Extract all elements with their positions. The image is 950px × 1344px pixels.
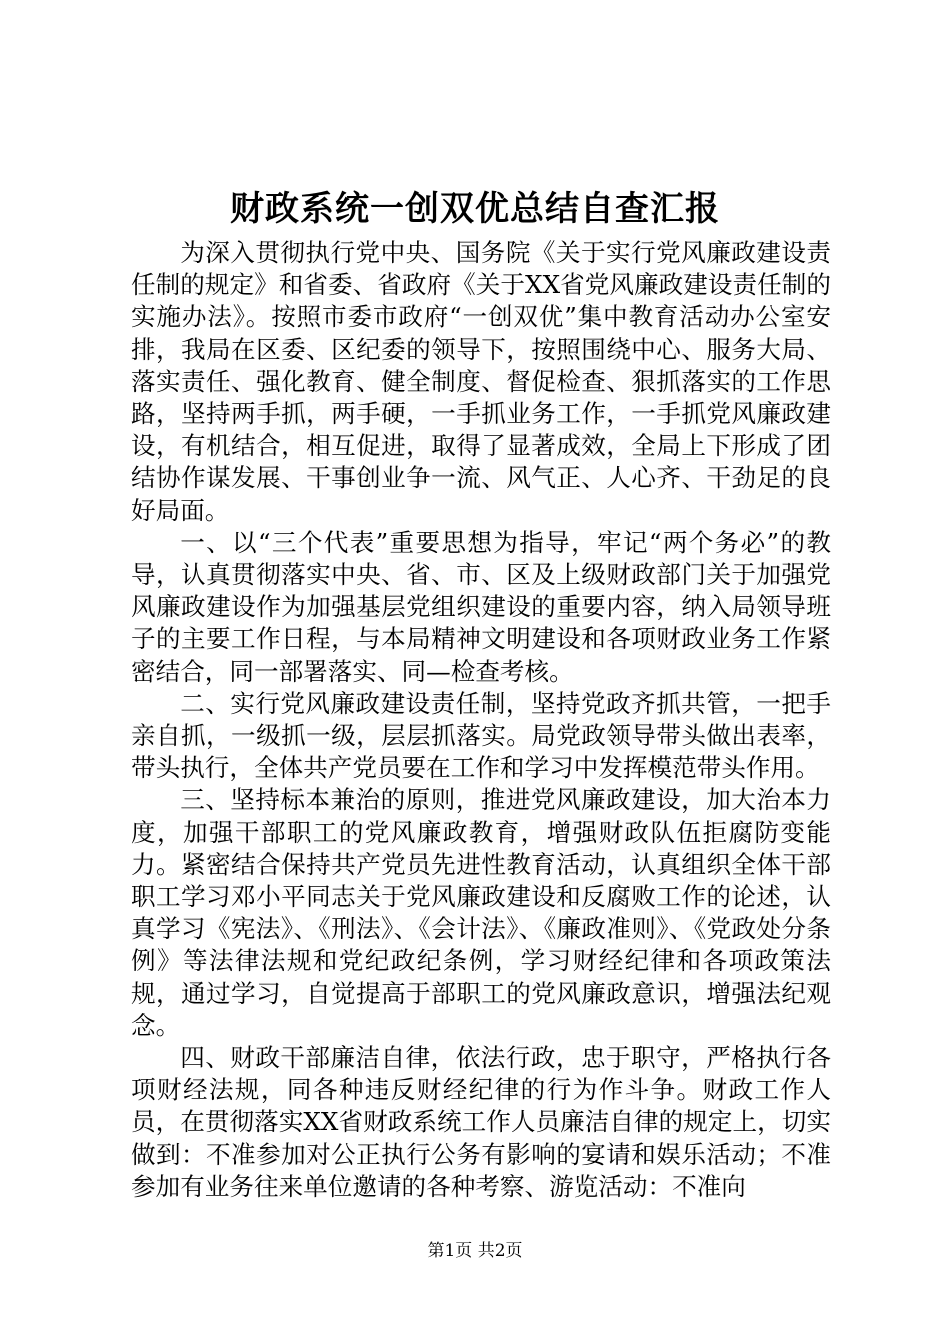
paragraph-section-3: 三、坚持标本兼治的原则，推进党风廉政建设，加大治本力度，加强干部职工的党风廉政教育，增强财政队伍拒腐防变能力。紧密结合保持共产党员先进性教育活动，认真组织全体干部职工学习邓小平同志关于党风廉政建设和反腐败工作的论述，认真学习《宪法》、《刑法》、《会计法》、《廉政准则》、《党政处分条例》等法律法规和党纪政纪条例，学习财经纪律和各项政策法规，通过学习，自觉提高于部职工的党风廉政意识，增强法纪观念。	[131, 785, 831, 1040]
document-title: 财政系统一创双优总结自查汇报	[230, 189, 720, 229]
paragraph-section-4: 四、财政干部廉洁自律，依法行政，忠于职守，严格执行各项财经法规，同各种违反财经纪律的行为作斗争。财政工作人员，在贯彻落实XX省财政系统工作人员廉洁自律的规定上，切实做到：不准参加对公正执行公务有影响的宴请和娱乐活动；不准参加有业务往来单位邀请的各种考察、游览活动：不准向	[131, 1043, 831, 1201]
paragraph-section-1: 一、以“三个代表”重要思想为指导，牢记“两个务必”的教导，认真贯彻落实中央、省、市、区及上级财政部门关于加强党风廉政建设作为加强基层党组织建设的重要内容，纳入局领导班子的主要工作日程，与本局精神文明建设和各项财政业务工作紧密结合，同一部署落实、同—检查考核。	[131, 527, 831, 686]
page-number-footer: 第1页 共2页	[427, 1241, 523, 1261]
document-body	[131, 237, 831, 1203]
paragraph-intro: 为深入贯彻执行党中央、国务院《关于实行党风廉政建设责任制的规定》和省委、省政府《关于XX省党风廉政建设责任制的实施办法》。按照市委市政府“一创双优”集中教育活动办公室安排，我局在区委、区纪委的领导下，按照围绕中心、服务大局、落实责任、强化教育、健全制度、督促检查、狠抓落实的工作思路，坚持两手抓，两手硬，一手抓业务工作，一手抓党风廉政建设，有机结合，相互促进，取得了显著成效，全局上下形成了团结协作谋发展、干事创业争一流、风气正、人心齐、干劲足的良好局面。	[131, 238, 831, 525]
paragraph-section-2: 二、实行党风廉政建设责任制，坚持党政齐抓共管，一把手亲自抓，一级抓一级，层层抓落实。局党政领导带头做出表率，带头执行，全体共产党员要在工作和学习中发挥模范带头作用。	[131, 688, 831, 783]
